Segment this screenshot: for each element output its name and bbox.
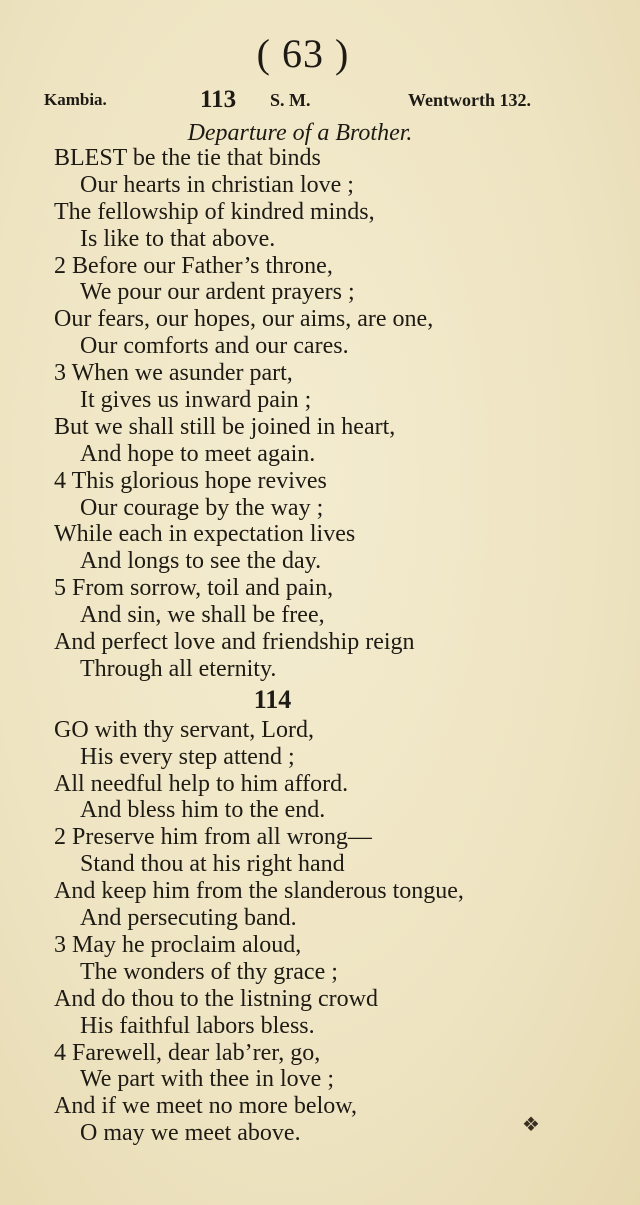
verse-line: All needful help to him afford. <box>54 770 349 797</box>
verse-line: 3 When we asunder part, <box>54 360 293 387</box>
verse-line: 2 Preserve him from all wrong— <box>54 824 372 851</box>
verse-line: And keep him from the slanderous tongue, <box>54 878 464 905</box>
tune-name-left: Kambia. <box>44 90 107 109</box>
verse-line: And sin, we shall be free, <box>80 602 325 629</box>
verse-line: The fellowship of kindred minds, <box>54 198 375 225</box>
verse-line: GO with thy servant, Lord, <box>54 716 314 743</box>
verse-line: BLEST be the tie that binds <box>54 145 321 171</box>
verse-line: But we shall still be joined in heart, <box>54 413 396 440</box>
verse-line: 4 This glorious hope revives <box>54 467 327 494</box>
verse-line: And hope to meet again. <box>80 440 316 467</box>
hymn-text <box>0 145 640 1147</box>
verse-line: Is like to that above. <box>80 225 276 252</box>
verse-line: 4 Farewell, dear lab’rer, go, <box>54 1039 321 1066</box>
hymn-number-114: 114 <box>253 684 292 714</box>
tune-name-right: Wentworth 132. <box>408 90 531 110</box>
verse-line: We pour our ardent prayers ; <box>80 279 355 306</box>
hymn-meter: S. M. <box>270 90 311 110</box>
verse-line: O may we meet above. <box>80 1120 301 1147</box>
verse-line: Our fears, our hopes, our aims, are one, <box>54 306 434 333</box>
verse-line: And longs to see the day. <box>80 548 322 575</box>
verse-line: Our comforts and our cares. <box>80 333 349 360</box>
hymn-title: Departure of a Brother. <box>187 120 413 146</box>
verse-line: Stand thou at his right hand <box>80 851 345 878</box>
hymn-header <box>0 86 640 116</box>
ink-mark-icon: ❖ <box>522 1114 540 1136</box>
verse-line: And if we meet no more below, <box>54 1093 358 1120</box>
verse-line: And perfect love and friendship reign <box>54 629 415 656</box>
verse-line: It gives us inward pain ; <box>80 387 312 414</box>
verse-line: And do thou to the listning crowd <box>54 985 378 1012</box>
verse-line: 3 May he proclaim aloud, <box>54 931 302 958</box>
verse-line: 2 Before our Father’s throne, <box>54 252 333 279</box>
verse-line: Our hearts in christian love ; <box>80 171 354 198</box>
verse-line: The wonders of thy grace ; <box>80 958 338 985</box>
hymn-number: 113 <box>200 86 237 113</box>
verse-line: 5 From sorrow, toil and pain, <box>54 575 334 602</box>
verse-line: Through all eternity. <box>80 655 277 682</box>
verse-line: And persecuting band. <box>80 905 297 932</box>
verse-line: His faithful labors bless. <box>80 1012 315 1039</box>
verse-line: His every step attend ; <box>80 743 295 770</box>
verse-line: Our courage by the way ; <box>80 494 324 521</box>
verse-line: And bless him to the end. <box>80 797 326 824</box>
page-number: ( 63 ) <box>256 31 350 76</box>
verse-line: While each in expectation lives <box>54 521 356 548</box>
verse-line: We part with thee in love ; <box>80 1066 334 1093</box>
